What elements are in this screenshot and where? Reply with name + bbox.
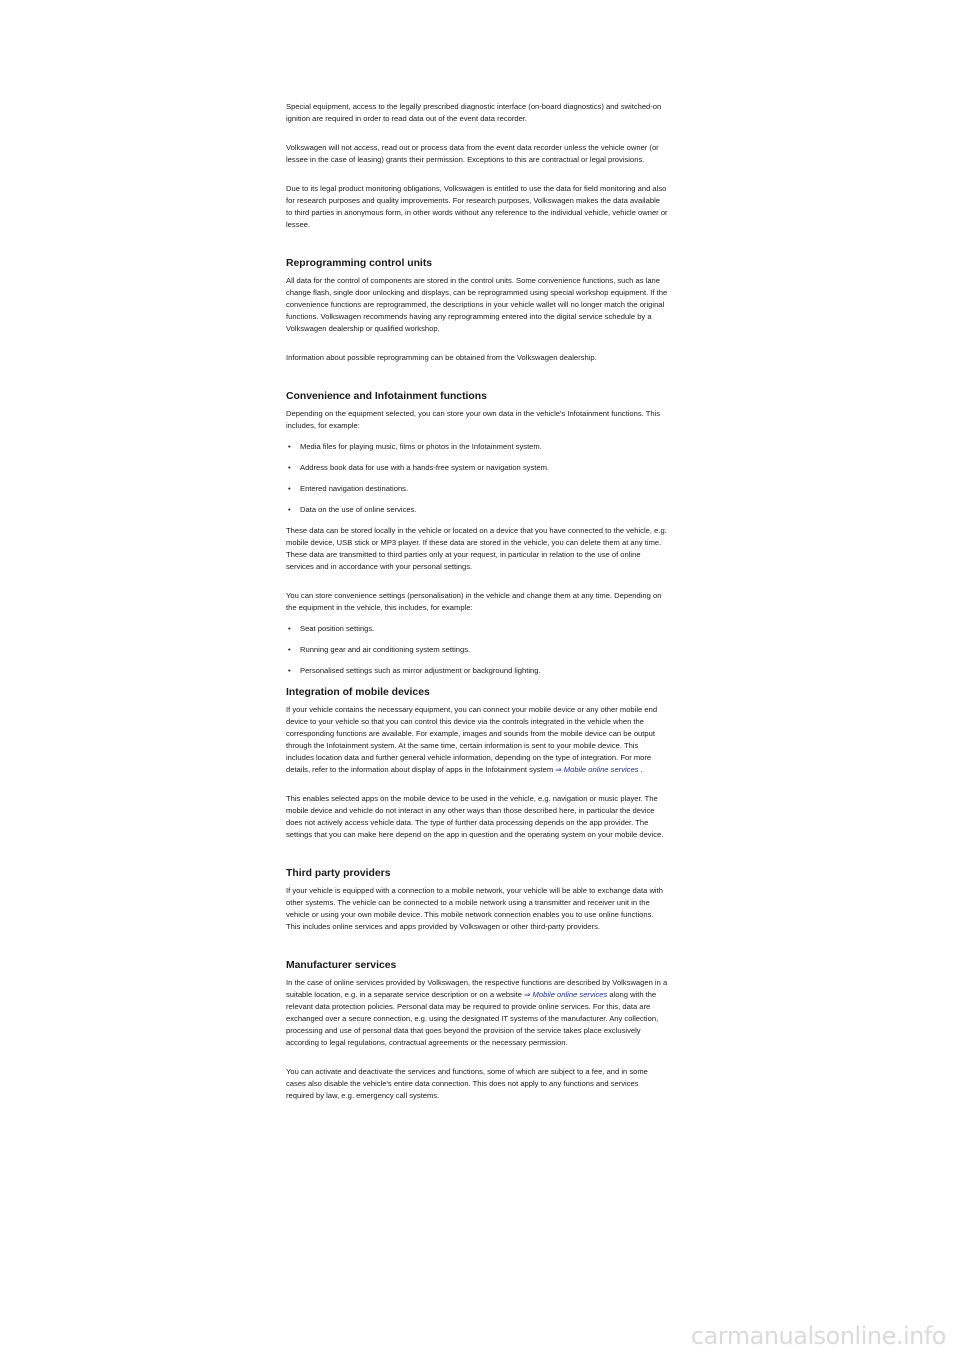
heading-mobile-devices: Integration of mobile devices [286,687,430,698]
convenience-paragraph-2: These data can be stored locally in the vehicle or located on a device that you have connected to the vehicle, e.g. mobile device, USB stick or MP3 player. If these data are stored in the vehicle, you can delete them at any time. These data are transmitted to third parties only at your request, in particular in relation to the use of online services and in accordance with your personal settings. [286,526,667,571]
heading-reprogramming: Reprogramming control units [286,258,433,269]
reprogramming-paragraph-1: All data for the control of components are stored in the control units. Some convenience functions, such as lane change flash, single door unlocking and displays, can be reprogrammed using special workshop equipment. If the convenience functions are reprogrammed, the descriptions in your vehicle wallet will no longer match the original functions. Volkswagen recommends having any reprogramming entered into the digital service schedule by a Volkswagen dealership or qualified workshop. [286,276,668,333]
mobile-paragraph-1-text: If your vehicle contains the necessary equipment, you can connect your mobile device or any other mobile end device to your vehicle so that you can control this device via the controls integrated in the vehicle when the corresponding functions are available. For example, images and sounds from the mobile device can be output through the Infotainment system. At the same time, certain information is sent to your mobile device. This includes location data and further general vehicle information, depending on the type of integration. For more details, refer to the information about display of apps in the Infotainment system [286,705,658,774]
mobile-paragraph-2: This enables selected apps on the mobile device to be used in the vehicle, e.g. navigation or music player. The mobile device and vehicle do not interact in any other ways than those described here, in particular the device does not actively access vehicle data. The type of further data processing depends on the app provider. The settings that you can make here depend on the app in question and the operating system on your mobile device. [286,794,664,839]
intro-paragraph-2: Volkswagen will not access, read out or process data from the event data recorder unless the vehicle owner (or lessee in the case of leasing) grants their permission. Exceptions to this are contractual or legal provisions. [286,143,659,164]
manufacturer-paragraph-1-end: along with the relevant data protection policies. Personal data may be required to provide online services. For this, data are exchanged over a secure connection, e.g. using the designated IT systems of the manufacturer. Any collection, processing and use of personal data that goes beyond the provision of the service takes place exclusively according to legal regulations, contractual agreements or the necessary permission. [286,990,659,1047]
manufacturer-paragraph-2: You can activate and deactivate the services and functions, some of which are subject to a fee, and in some cases also disable the vehicle's entire data connection. This does not apply to any functions and services required by law, e.g. emergency call systems. [286,1067,648,1100]
list-item: • Entered navigation destinations. [286,483,668,495]
convenience-data-list [286,441,668,516]
manufacturer-paragraph-1 [286,977,668,1049]
manufacturer-paragraph-1-text: In the case of online services provided by Volkswagen, the respective functions are described by Volkswagen in a suitable location, e.g. in a separate service description or on a website [286,978,668,999]
intro-paragraph-1: Special equipment, access to the legally prescribed diagnostic interface (on-board diagnostics) and switched-on ignition are required in order to read data out of the event data recorder. [286,102,662,123]
list-item: • Seat position settings. [286,623,668,635]
list-item: • Data on the use of online services. [286,504,668,516]
list-item: • Address book data for use with a hands-free system or navigation system. [286,462,668,474]
reprogramming-paragraph-2: Information about possible reprogramming can be obtained from the Volkswagen dealership. [286,353,597,362]
list-item: • Running gear and air conditioning system settings. [286,644,668,656]
heading-convenience: Convenience and Infotainment functions [286,391,487,402]
intro-paragraph-3: Due to its legal product monitoring obligations, Volkswagen is entitled to use the data for field monitoring and also for research purposes and quality improvements. For research purposes, Volkswagen makes the data available to third parties in anonymous form, in other words without any reference to the individual vehicle, vehicle owner or lessee. [286,184,668,229]
convenience-paragraph-3: You can store convenience settings (personalisation) in the vehicle and change them at any time. Depending on the equipment in the vehicle, this includes, for example: [286,591,662,612]
heading-manufacturer: Manufacturer services [286,960,397,971]
manufacturer-online-services-link[interactable]: ⇒ Mobile online services [524,990,608,999]
convenience-settings-list [286,623,668,677]
mobile-paragraph-1-end: . [638,765,643,774]
mobile-online-services-link[interactable]: ⇒ Mobile online services [555,765,639,774]
list-item: • Personalised settings such as mirror adjustment or background lighting. [286,665,668,677]
convenience-paragraph-1: Depending on the equipment selected, you can store your own data in the vehicle's Infotainment functions. This includes, for example: [286,409,661,430]
document-page [286,101,668,1102]
mobile-paragraph-1 [286,704,668,776]
heading-third-party: Third party providers [286,868,391,879]
site-watermark: carmanualsonline.info [690,1322,946,1350]
third-party-paragraph-1: If your vehicle is equipped with a connection to a mobile network, your vehicle will be able to exchange data with other systems. The vehicle can be connected to a mobile network using a transmitter and receiver unit in the vehicle or using your own mobile device. This mobile network connection enables you to use online functions. This includes online services and apps provided by Volkswagen or other third-party providers. [286,886,663,931]
list-item: • Media files for playing music, films or photos in the Infotainment system. [286,441,668,453]
